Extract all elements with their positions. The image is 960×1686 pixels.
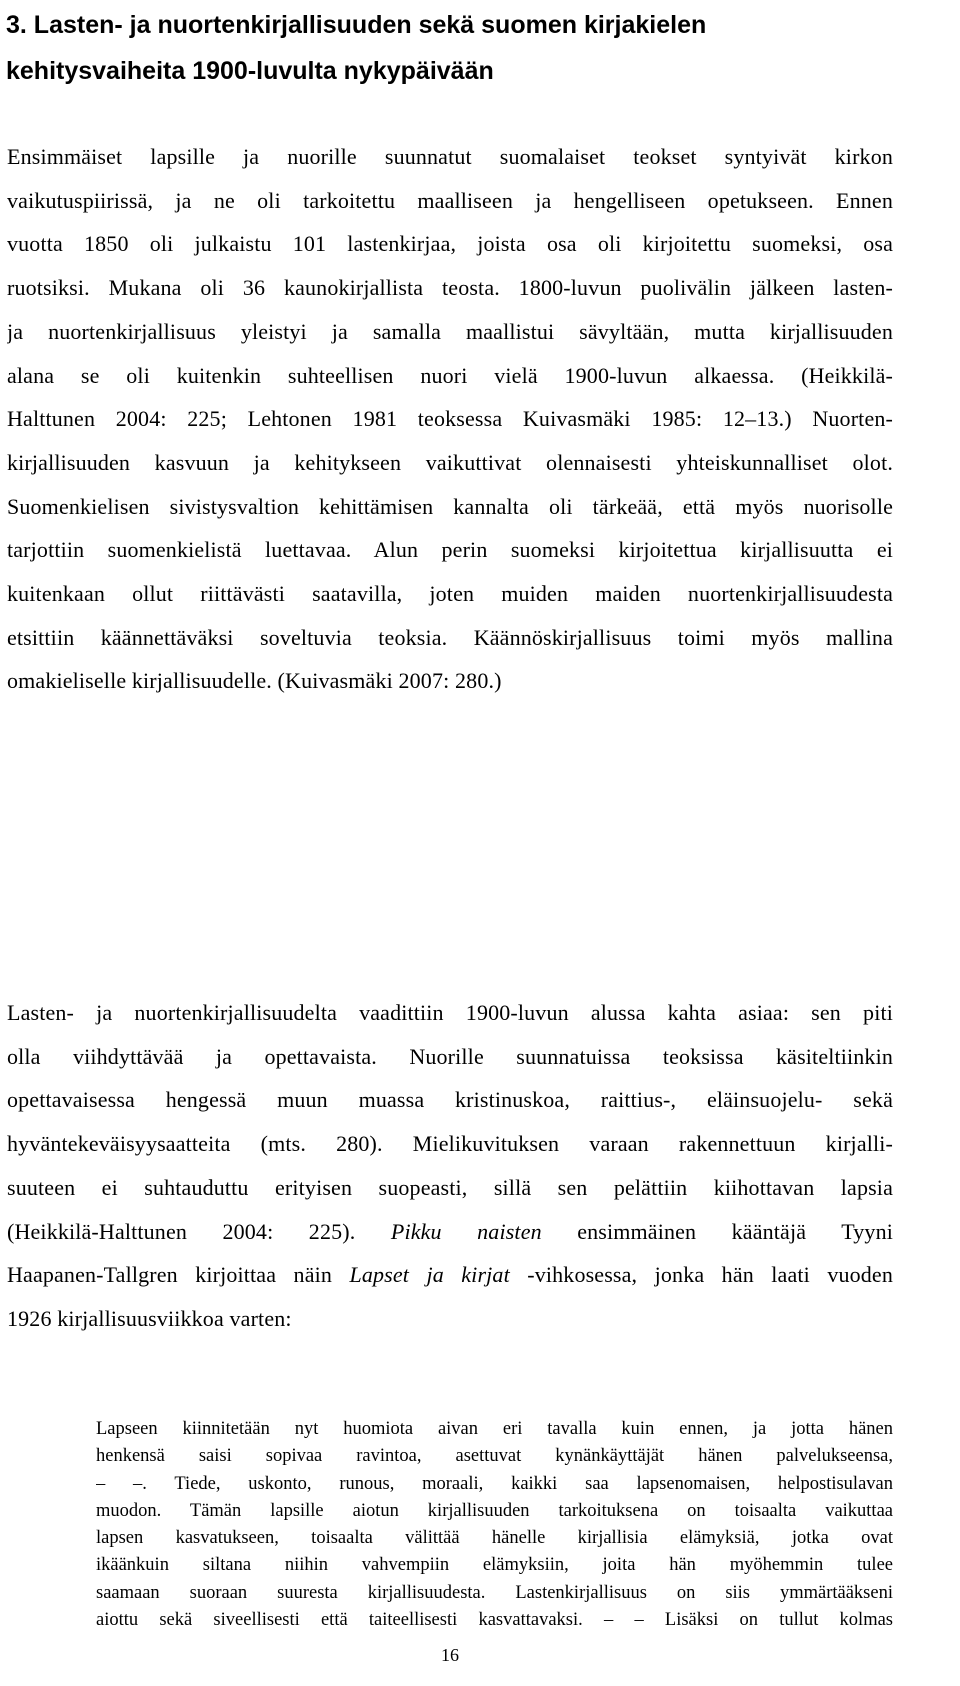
paragraph-line [7,1253,893,1297]
quote-line: lapsen kasvatukseen, toisaalta välittää hänelle kirjallisia elämyksiä, jotka ovat [96,1528,893,1549]
paragraph-line: vaikutuspiirissä, ja ne oli tarkoitettu maalliseen ja hengelliseen opetukseen. Ennen [7,187,893,213]
quote-line: Lapseen kiinnitetään nyt huomiota aivan eri tavalla kuin ennen, ja jotta hänen [96,1419,893,1439]
paragraph-line: Suomenkielisen sivistysvaltion kehittämisen kannalta oli tärkeää, että myös nuorisolle [7,493,893,519]
chapter-heading-line: kehitysvaiheita 1900-luvulta nykypäivään [6,57,494,85]
quote-line: muodon. Tämän lapsille aiotun kirjallisuuden tarkoituksena on toisaalta vaikuttaa [96,1500,893,1521]
paragraph-line: ja nuortenkirjallisuus yleistyi ja samalla maallistui sävyltään, mutta kirjallisuuden [7,318,893,344]
paragraph-line: omakieliselle kirjallisuudelle. (Kuivasmäki 2007: 280.) [7,668,502,694]
paragraph-line: suuteen ei suhtauduttu erityisen suopeasti, sillä sen pelättiin kiihottavan lapsia [7,1174,893,1200]
paragraph-line: opettavaisessa hengessä muun muassa kristinuskoa, raittius-, eläinsuojelu- sekä [7,1087,893,1113]
text-run: -vihkosessa, jonka hän laati vuoden [509,1262,893,1288]
paragraph-line: tarjottiin suomenkielistä luettavaa. Alun perin suomeksi kirjoitettua kirjallisuutta ei [7,537,893,563]
block-quote [96,1416,893,1634]
quote-line: henkensä saisi sopivaa ravintoa, asettuvat kynänkäyttäjät hänen palvelukseensa, [96,1446,893,1467]
chapter-heading [6,2,906,94]
paragraph-line: Ensimmäiset lapsille ja nuorille suunnatut suomalaiset teokset syntyivät kirkon [7,144,893,169]
chapter-heading-line: 3. Lasten- ja nuortenkirjallisuuden sekä suomen kirjakielen [6,11,707,39]
paragraph-line [7,1210,893,1254]
text-run: (Heikkilä-Halttunen 2004: 225). [7,1218,391,1244]
body-paragraph [7,991,893,1341]
paragraph-line: Lasten- ja nuortenkirjallisuudelta vaadittiin 1900-luvun alussa kahta asiaa: sen piti [7,1000,893,1025]
paragraph-line: Halttunen 2004: 225; Lehtonen 1981 teoksessa Kuivasmäki 1985: 12–13.) Nuorten- [7,406,893,432]
book-title-italic: Lapset ja kirjat [349,1262,510,1288]
text-run: Haapanen-Tallgren kirjoittaa näin [7,1262,350,1288]
text-run: ensimmäinen kääntäjä Tyyni [541,1218,893,1244]
quote-line: aiottu sekä siveellisesti että taiteellisesti kasvattavaksi. – – Lisäksi on tullut kolmas [96,1610,893,1631]
quote-line: – –. Tiede, uskonto, runous, moraali, kaikki saa lapsenomaisen, helpostisulavan [96,1473,893,1494]
quote-line: saamaan suoraan suuresta kirjallisuudesta. Lastenkirjallisuus on siis ymmärtääkseni [96,1582,893,1603]
paragraph-line: etsittiin käännettäväksi soveltuvia teoksia. Käännöskirjallisuus toimi myös mallina [7,624,893,650]
paragraph-line: kirjallisuuden kasvuun ja kehitykseen vaikuttivat olennaisesti yhteiskunnalliset olot. [7,449,893,475]
paragraph-line: 1926 kirjallisuusviikkoa varten: [7,1305,292,1331]
paragraph-line: vuotta 1850 oli julkaistu 101 lastenkirjaa, joista osa oli kirjoitettu suomeksi, osa [7,231,893,257]
paragraph-line: hyväntekeväisyysaatteita (mts. 280). Mielikuvituksen varaan rakennettuun kirjalli- [7,1131,893,1157]
page-number: 16 [441,1645,459,1665]
book-title-italic: Pikku naisten [390,1218,542,1244]
quote-line: ikäänkuin siltana niihin vahvempiin elämyksiin, joita hän myöhemmin tulee [96,1555,893,1576]
paragraph-line: kuitenkaan ollut riittävästi saatavilla, joten muiden maiden nuortenkirjallisuudesta [7,581,893,607]
paragraph-line: alana se oli kuitenkin suhteellisen nuori vielä 1900-luvun alkaessa. (Heikkilä- [7,362,893,388]
paragraph-line: ruotsiksi. Mukana oli 36 kaunokirjallista teosta. 1800-luvun puolivälin jälkeen lasten- [7,275,893,301]
paragraph-line: olla viihdyttävää ja opettavaista. Nuorille suunnatuissa teoksissa käsiteltiinkin [7,1043,893,1069]
body-paragraph [7,135,893,703]
